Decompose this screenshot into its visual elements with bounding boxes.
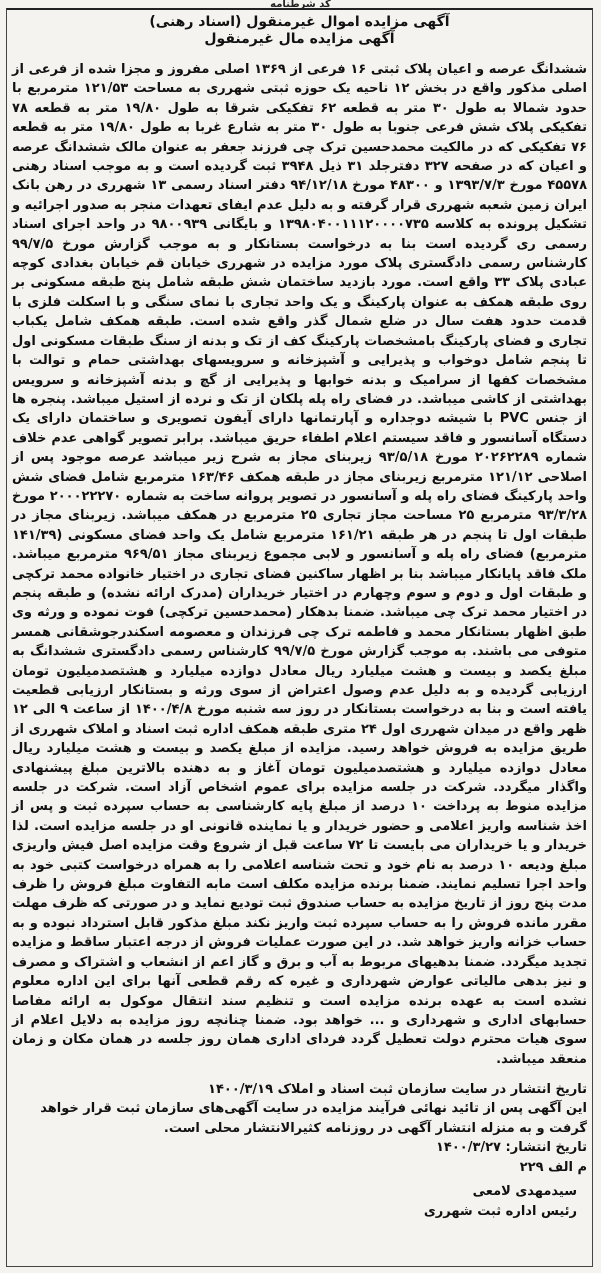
signer-name: سیدمهدی لامعی	[472, 1184, 577, 1199]
signature-block	[12, 1182, 587, 1222]
publish-site-line: تاریخ انتشار در سایت سازمان ثبت اسناد و املاک ۱۴۰۰/۳/۱۹	[208, 1082, 587, 1097]
signer-role: رئیس اداره ثبت شهرری	[423, 1204, 577, 1219]
notice-code: م الف ۲۲۹	[519, 1159, 587, 1175]
notice-body: ششدانگ عرصه و اعیان پلاک ثبتی ۱۶ فرعی از ۱۳۶۹ اصلی مفروز و مجزا شده از فرعی از اصلی مذکور واقع در بخش ۱۲ ناحیه یک حوزه ثبتی شهرری به مساحت ۱۲۱/۵۳ مترمربع با حدود شمالا به طول ۳۰ متر به قطعه ۶۲ تفکیکی شرقا به طول ۱۹/۸۰ متر به قطعه ۷۸ تفکیکی پلاک شش فرعی جنوبا به طول ۳۰ متر به شارع غربا به طول ۱۹/۸۰ متر به قطعه ۷۶ تفکیکی که در مالکیت محمدحسین ترک چی فرزند جعفر به عنوان مالک ششدانگ عرصه و اعیان که در صفحه ۳۲۷ دفترجلد ۳۱ ذیل ۳۹۴۸ ثبت گردیده است و به موجب اسناد رهنی ۴۵۵۷۸ مورخ ۱۳۹۳/۷/۳ و ۴۸۳۰۰ مورخ ۹۴/۱۲/۱۸ دفتر اسناد رسمی ۱۳ شهرری در رهن بانک ایران زمین شعبه شهرری قرار گرفته و به دلیل عدم ایفای تعهدات منجر به صدور اجرائیه و تشکیل پرونده به کلاسه ۱۳۹۸۰۴۰۰۱۱۱۲۰۰۰۰۷۳۵ و بایگانی ۹۸۰۰۹۳۹ در واحد اجرای اسناد رسمی ری گردیده است بنا به درخواست بستانکار و به موجب گزارش مورخ ۹۹/۷/۵ کارشناس رسمی دادگستری پلاک مورد مزایده در شهرری خیابان قم خیابان بغدادی کوچه عبادی پلاک ۳۳ واقع است. مورد بازدید ساختمان شش طبقه شامل پنج طبقه مسکونی بر روی طبقه همکف به عنوان پارکینگ و یک واحد تجاری با نمای سنگی و با اسکلت فلزی با قدمت حدود هفت سال در ضلع شمال گذر واقع شده است. طبقه همکف شامل یکباب تجاری و فضای پارکینگ بامشخصات پارکینگ کف از تک و بدنه از سنگ طبقات مسکونی اول تا پنجم شامل دوخواب و پذیرایی و آشپزخانه و سرویسهای بهداشتی حمام و توالت با مشخصات کفها از سرامیک و بدنه خوابها و پذیرایی از گچ و بدنه آشپزخانه و سرویس بهداشتی از کاشی میباشد. در فضای راه پله پلکان از تک و نرده از استیل میباشد. پنجره ها از جنس PVC با شیشه دوجداره و آپارتمانها دارای آیفون تصویری و ساختمان دارای یک دستگاه آسانسور و فاقد سیستم اعلام اطفاء حریق میباشد. برابر تصویر گواهی عدم خلاف شماره ۲۰۲۶۲۲۸۹ مورخ ۹۳/۵/۱۸ زیربنای مجاز به شرح زیر میباشد عرصه موجود پس از اصلاحی ۱۲۱/۱۲ مترمربع زیربنای مجاز در طبقه همکف ۱۶۳/۴۶ مترمربع شامل فضای شش واحد پارکینگ فضای راه پله و آسانسور در تصویر پروانه ساخت به شماره ۲۰۰۰۲۲۲۷۰ مورخ ۹۳/۳/۲۸ مترمربع ۲۵ مساحت مجاز تجاری ۲۵ مترمربع در همکف میباشد. زیربنای مجاز در طبقات اول تا پنجم در هر طبقه ۱۶۱/۲۱ مترمربع شامل یک واحد فضای مسکونی (۱۴۱/۳۹ مترمربع) فضای راه پله و آسانسور و لابی مجموع زیربنای مجاز ۹۶۹/۵۱ مترمربع میباشد. ملک فاقد پایانکار میباشد بنا بر اظهار ساکنین فضای تجاری در اختیار خانواده محمد ترکچی و طبقات اول و دوم و سوم وچهارم در اختیار خریداران (مدرک ارائه نشده) و طبقه پنجم در اختیار محمد ترک چی میباشد. ضمنا بدهکار (محمدحسین ترکچی) فوت نموده و ورثه وی طبق اظهار بستانکار محمد و فاطمه ترک چی فرزندان و معصومه اسکندرجوشقانی همسر متوفی می باشند. به موجب گزارش مورخ ۹۹/۷/۵ کارشناس رسمی دادگستری ششدانگ به مبلغ یکصد و بیست و هشت میلیارد ریال معادل دوازده میلیارد و هشتصدمیلیون تومان ارزیابی گردیده و به دلیل عدم وصول اعتراض از سوی ورثه و بستانکار ارزیابی قطعیت یافته است و بنا به درخواست بستانکار در روز سه شنبه مورخ ۱۴۰۰/۴/۸ از ساعت ۹ الی ۱۲ ظهر واقع در میدان شهرری اول ۲۴ متری طبقه همکف اداره ثبت اسناد و املاک شهرری از طریق مزایده به فروش خواهد رسید. مزایده از مبلغ یکصد و بیست و هشت میلیارد ریال معادل دوازده میلیارد و هشتصدمیلیون تومان آغاز و به دهنده بالاترین مبلغ پیشنهادی واگذار میگردد. شرکت در جلسه مزایده برای عموم اشخاص آزاد است. شرکت در جلسه مزایده منوط به پرداخت ۱۰ درصد از مبلغ پایه کارشناسی به حساب سپرده ثبت و پس از اخذ شناسه واریز اعلامی و حضور خریدار و یا نماینده قانونی او در جلسه مزایده است. لذا خریدار و یا خریداران می بایست تا ۷۲ ساعت قبل از شروع وقت مزایده اصل فیش واریزی مبلغ ودیعه ۱۰ درصد به نام خود و تحت شناسه اعلامی را به همراه درخواست کتبی خود به واحد اجرا تسلیم نمایند. ضمنا برنده مزایده مکلف است مابه التفاوت مبلغ فروش را ظرف مدت پنج روز از تاریخ مزایده به حساب صندوق ثبت تودیع نماید و در صورتی که ظرف مهلت مقرر مانده فروش را به حساب سپرده ثبت واریز نکند مبلغ مذکور قابل استرداد نبوده و به حساب خزانه واریز خواهد شد. در این صورت عملیات فروش از درجه اعتبار ساقط و مزایده تجدید میگردد. ضمنا بدهیهای مربوط به آب و برق و گاز اعم از انشعاب و اشتراک و مصرف و نیز بدهی مالیاتی عوارض شهرداری و غیره که رقم قطعی آنها برای این اداره معلوم نشده است به عهده برنده مزایده است و تنظیم سند انتقال موکول به ارائه مفاصا حسابهای اداری و شهرداری و ... خواهد بود. ضمنا چنانچه روز مزایده به دلایل اعلام از سوی هیات محترم دولت تعطیل گردد فردای اداری همان روز جلسه در همان مکان و زمان منعقد میباشد.	[12, 62, 588, 1067]
notice-titles	[12, 14, 587, 48]
notice-title: آگهی مزایده اموال غیرمنقول (اسناد رهنی)	[149, 14, 450, 30]
publish-date: تاریخ انتشار: ۱۴۰۰/۳/۲۷	[435, 1140, 587, 1156]
cut-header: کد شرطنامه	[270, 0, 331, 10]
notice-subtitle: آگهی مزایده مال غیرمنقول	[204, 31, 395, 47]
publication-note: این آگهی پس از تائید نهائی فرآیند مزایده در سایت آگهی‌های سازمان ثبت قرار خواهد گرفت و به منزله انتشار آگهی در روزنامه کثیرالانتشار محلی است.	[40, 1101, 587, 1136]
notice-footer	[12, 1080, 587, 1177]
